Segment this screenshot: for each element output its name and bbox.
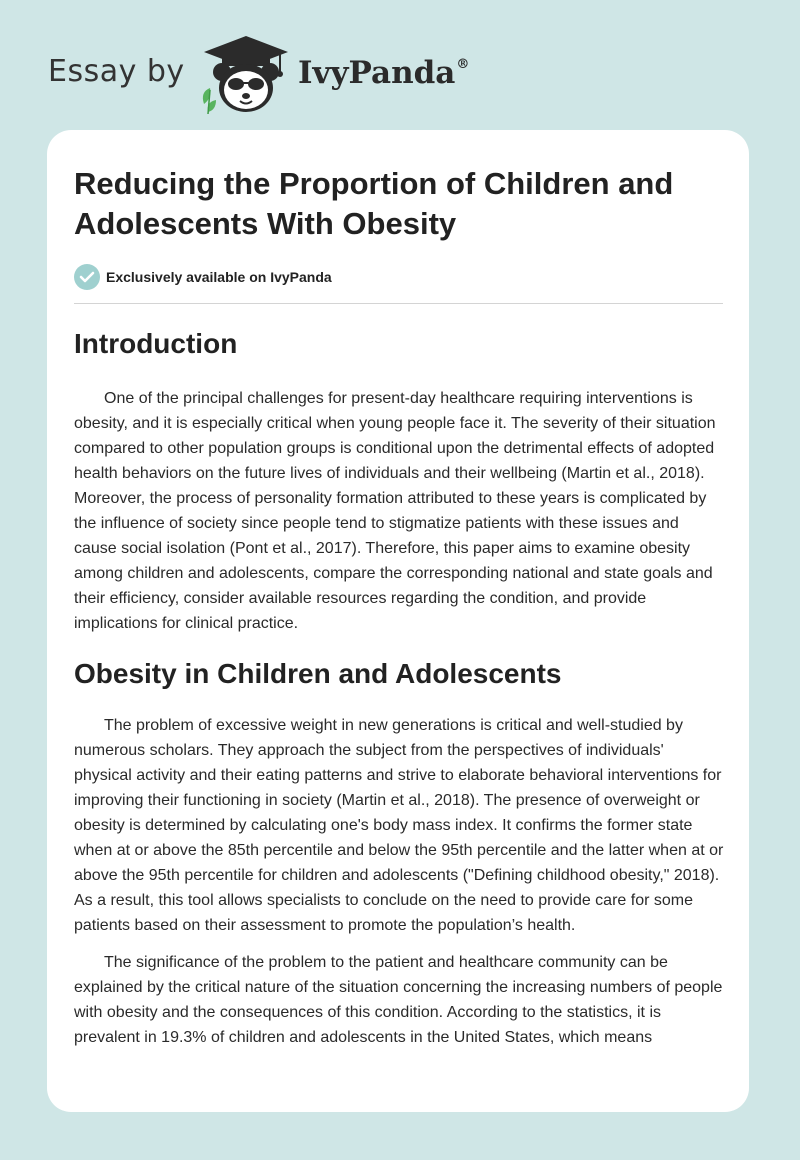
essay-title: Reducing the Proportion of Children and Adolescents With Obesity (74, 166, 674, 241)
section-heading-obesity: Obesity in Children and Adolescents (74, 658, 562, 689)
check-circle-icon (74, 264, 100, 290)
section-heading-introduction: Introduction (74, 328, 238, 359)
exclusive-badge (74, 264, 724, 290)
paragraph: The problem of excessive weight in new generations is critical and well-studied by numerous scholars. They approach the subject from the perspectives of individuals' physical activity and their eating patterns and strive to elaborate behavioral interventions for improving their functioning in society (Martin et al., 2018). The presence of overweight or obesity is determined by calculating one's body mass index. It confirms the former state when at or above the 85th percentile and below the 95th percentile and the latter when at or above the 95th percentile for children and adolescents ("Defining childhood obesity," 2018). As a result, this tool allows specialists to conclude on the need to provide care for some patients based on their assessment to promote the population’s health. (74, 717, 724, 934)
exclusive-badge-text: Exclusively available on IvyPanda (106, 269, 332, 285)
essay-content (74, 164, 724, 1050)
site-header (48, 28, 548, 118)
title-divider (74, 303, 723, 304)
registered-mark: ® (456, 57, 470, 72)
brand-name[interactable]: IvyPanda® (298, 55, 470, 91)
panda-graduate-icon[interactable] (200, 32, 292, 116)
essay-by-label: Essay by (48, 54, 185, 89)
paragraph: One of the principal challenges for present-day healthcare requiring interventions is obesity, and it is especially critical when young people face it. The severity of their situation compared to other population groups is conditional upon the detrimental effects of adopted health behaviors on the future lives of individuals and their wellbeing (Martin et al., 2018). Moreover, the process of personality formation attributed to these years is complicated by the influence of society since people tend to stigmatize patients with these issues and cause social isolation (Pont et al., 2017). Therefore, this paper aims to examine obesity among children and adolescents, compare the corresponding national and state goals and their efficiency, consider available resources regarding the condition, and provide implications for clinical practice. (74, 390, 716, 632)
essay-card (47, 130, 749, 1112)
paragraph: The significance of the problem to the patient and healthcare community can be explained by the critical nature of the situation concerning the increasing numbers of people with obesity and the consequences of this condition. According to the statistics, it is prevalent in 19.3% of children and adolescents in the United States, which means (74, 954, 723, 1046)
